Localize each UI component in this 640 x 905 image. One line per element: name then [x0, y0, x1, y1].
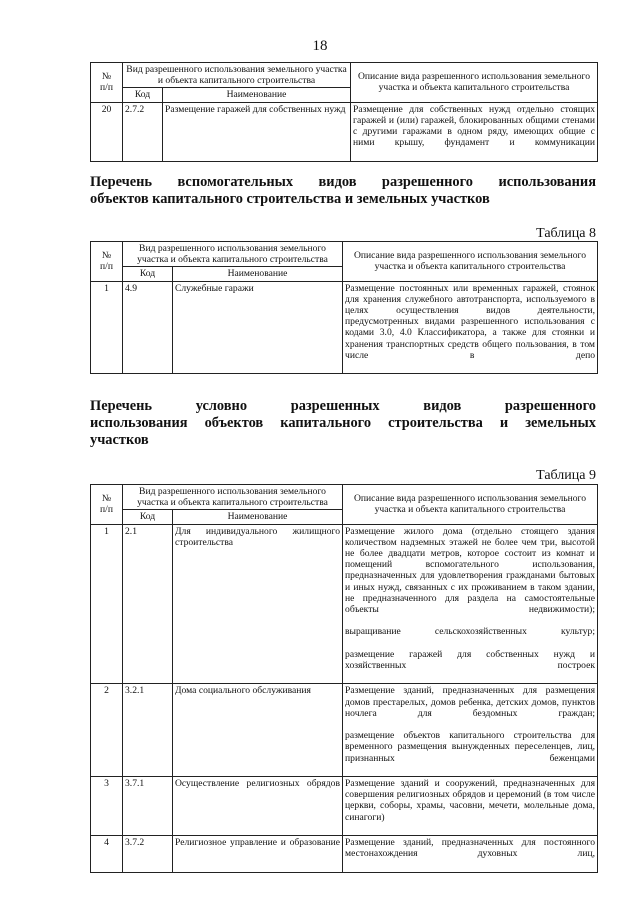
row-description: [343, 524, 598, 684]
col-header-num: № п/п: [91, 63, 123, 103]
row-description: [343, 777, 598, 836]
table-9: [90, 484, 598, 873]
col-header-name: Наименование: [163, 88, 351, 102]
table-8-label: Таблица 8: [536, 226, 596, 241]
row-description: Размещение для собственных нужд отдельно стоящих гаражей и (или) гаражей, блокированных общими стенами с другими гаражами в одном ряду, имеющих общие с ними крышу, фундамент и коммуникации: [351, 102, 598, 161]
col-header-num: № п/п: [91, 242, 123, 282]
row-name: Дома социального обслуживания: [173, 684, 343, 777]
description-paragraph: Размещение зданий, предназначенных для постоянного местонахождения духовных лиц,: [345, 837, 596, 860]
table-row: [91, 836, 598, 873]
description-paragraph: размещение объектов капитального строительства для временного размещения вынужденных переселенцев, лиц, признанных беженцами: [345, 730, 596, 764]
heading-line: использования объектов капитального строительства и земельных: [90, 415, 596, 431]
row-number: 20: [91, 102, 123, 161]
description-paragraph: Размещение зданий и сооружений, предназначенных для совершения религиозных обрядов и церемоний (в том числе церкви, соборы, храмы, часовни, мечети, молельные дома, синагоги): [345, 778, 596, 823]
table-row: [91, 102, 598, 161]
row-number: 1: [91, 281, 123, 374]
row-code: 4.9: [123, 281, 173, 374]
table-8: [90, 241, 598, 374]
row-name: Служебные гаражи: [173, 281, 343, 374]
row-description: [343, 836, 598, 873]
page-number: 18: [312, 38, 328, 54]
table-row: [91, 684, 598, 777]
row-code: 3.2.1: [123, 684, 173, 777]
col-header-desc: Описание вида разрешенного использования земельного участка и объекта капитального строительства: [343, 485, 598, 525]
col-header-desc: Описание вида разрешенного использования земельного участка и объекта капитального строительства: [351, 63, 598, 103]
row-description: [343, 684, 598, 777]
col-header-name: Наименование: [173, 510, 343, 524]
description-paragraph: выращивание сельскохозяйственных культур;: [345, 626, 596, 638]
row-code: 2.1: [123, 524, 173, 684]
table-continuation: [90, 62, 598, 162]
col-header-code: Код: [123, 510, 173, 524]
row-number: 1: [91, 524, 123, 684]
col-header-code: Код: [123, 88, 163, 102]
table-row: [91, 524, 598, 684]
table-row: [91, 777, 598, 836]
col-header-vid: Вид разрешенного использования земельного участка и объекта капитального строительства: [123, 485, 343, 510]
row-code: 2.7.2: [123, 102, 163, 161]
row-number: 3: [91, 777, 123, 836]
col-header-vid: Вид разрешенного использования земельного участка и объекта капитального строительства: [123, 63, 351, 88]
row-number: 2: [91, 684, 123, 777]
row-code: 3.7.1: [123, 777, 173, 836]
table-9-label: Таблица 9: [536, 468, 596, 483]
row-name: Осуществление религиозных обрядов: [173, 777, 343, 836]
col-header-name: Наименование: [173, 267, 343, 281]
col-header-num: № п/п: [91, 485, 123, 525]
heading-conditional-uses: [90, 398, 596, 449]
heading-auxiliary-uses: [90, 174, 596, 208]
heading-line: объектов капитального строительства и земельных участков: [90, 191, 490, 207]
description-paragraph: Размещение зданий, предназначенных для размещения домов престарелых, домов ребенка, детских домов, пунктов ночлега для бездомных граждан;: [345, 685, 596, 719]
col-header-vid: Вид разрешенного использования земельного участка и объекта капитального строительства: [123, 242, 343, 267]
row-name: Для индивидуального жилищного строительства: [173, 524, 343, 684]
row-number: 4: [91, 836, 123, 873]
description-paragraph: размещение гаражей для собственных нужд и хозяйственных построек: [345, 648, 596, 672]
row-description: Размещение постоянных или временных гаражей, стоянок для хранения служебного автотранспорта, используемого в целях осуществления видов деятельности, предусмотренных видами разрешенного использования с кодами 3.0, 4.0 Классификатора, а также для стоянки и хранения транспортных средств общего пользования, в том числе в депо: [343, 281, 598, 374]
row-code: 3.7.2: [123, 836, 173, 873]
description-paragraph: Размещение жилого дома (отдельно стоящего здания количеством надземных этажей не более чем три, высотой не более двадцати метров, которое состоит из комнат и помещений вспомогательного использования, предназначенных для удовлетворения гражданами бытовых и иных нужд, связанных с их проживанием в таком здании, не предназначенного для раздела на самостоятельные объекты недвижимости);: [345, 525, 596, 616]
col-header-code: Код: [123, 267, 173, 281]
row-name: Религиозное управление и образование: [173, 836, 343, 873]
table-row: [91, 281, 598, 374]
row-name: Размещение гаражей для собственных нужд: [163, 102, 351, 161]
heading-line: Перечень вспомогательных видов разрешенного использования: [90, 174, 596, 190]
heading-line: Перечень условно разрешенных видов разрешенного: [90, 398, 596, 414]
col-header-desc: Описание вида разрешенного использования земельного участка и объекта капитального строительства: [343, 242, 598, 282]
heading-line: участков: [90, 432, 149, 448]
